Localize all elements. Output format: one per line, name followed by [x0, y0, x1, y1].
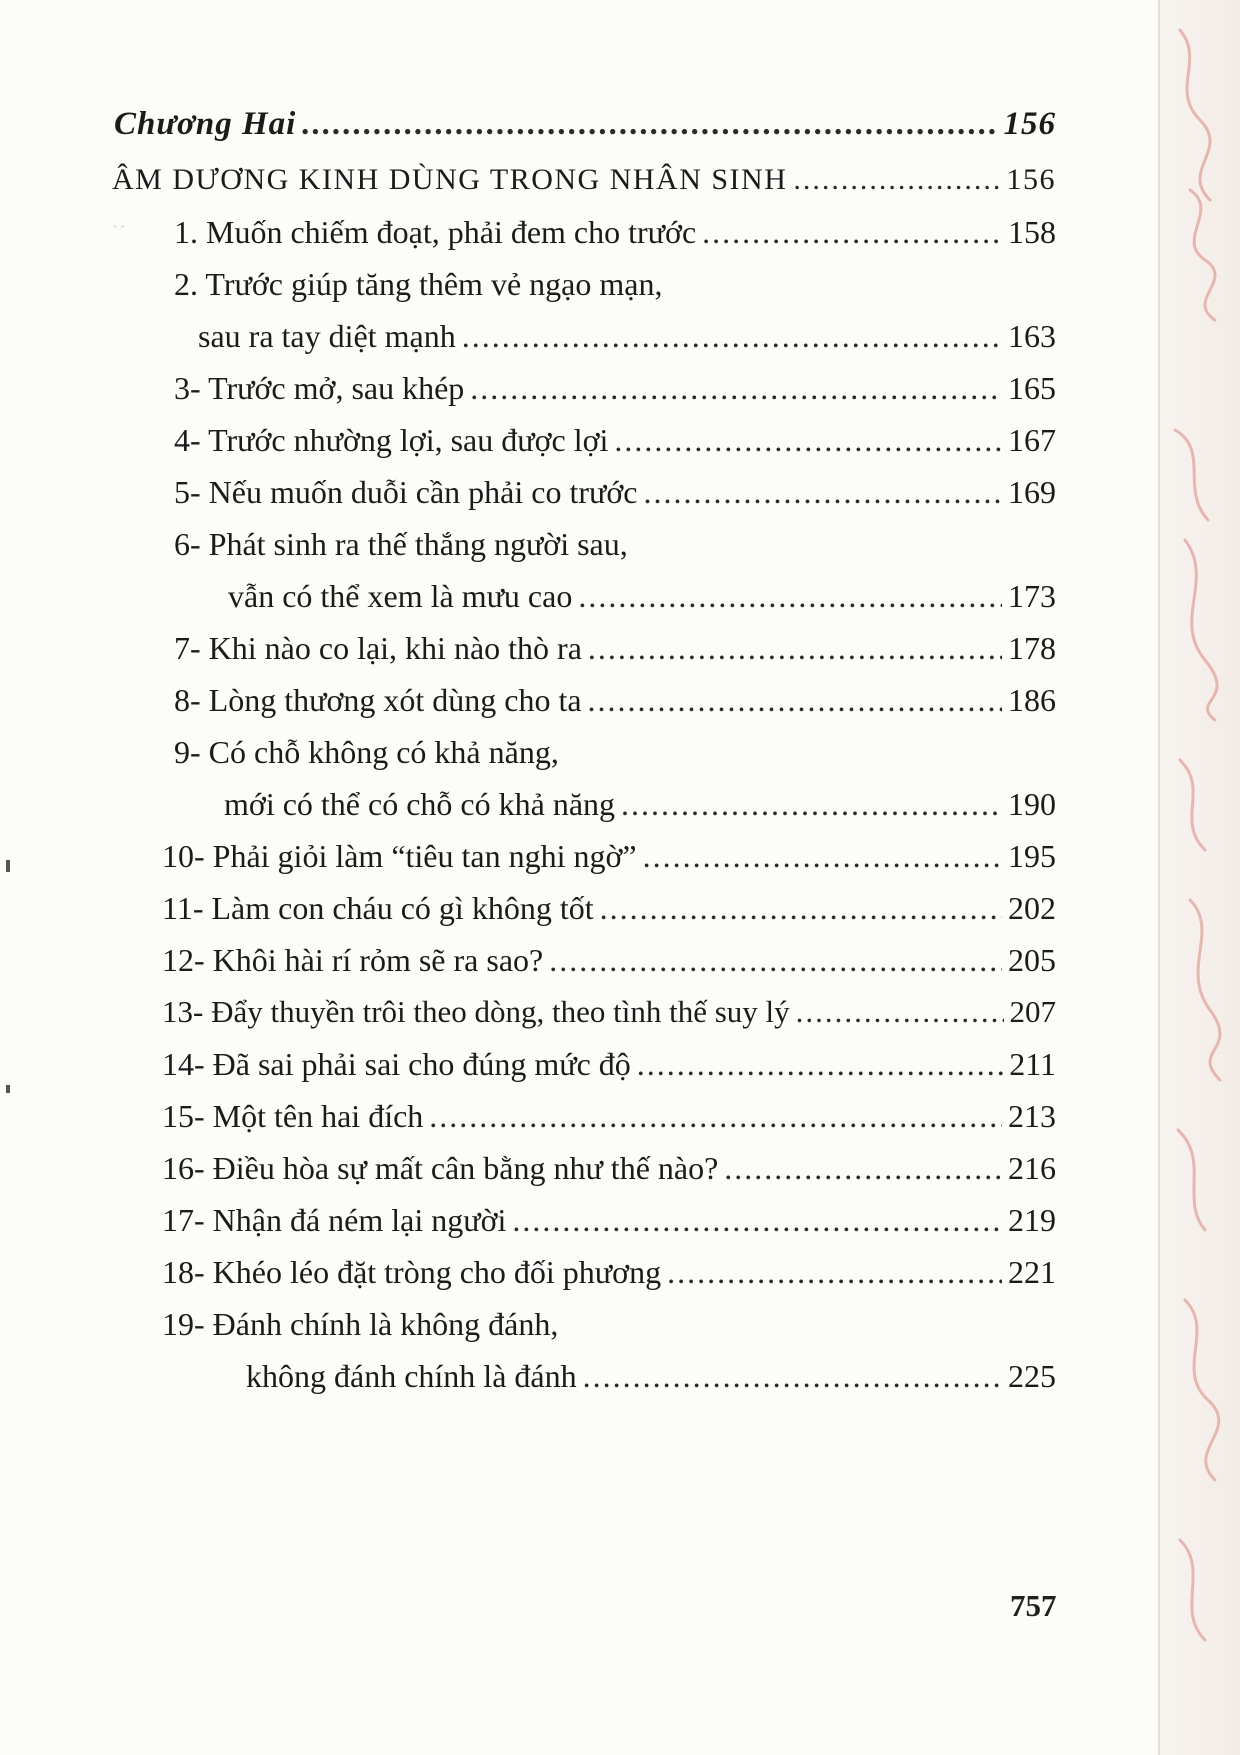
scan-artifact — [6, 860, 10, 872]
entry-title: 4- Trước nhường lợi, sau được lợi — [174, 422, 609, 458]
entry-page-number: 173 — [1008, 578, 1056, 614]
leader-dots — [621, 784, 1002, 824]
leader-dots — [614, 420, 1002, 460]
folio-page-number: 757 — [1010, 1588, 1057, 1623]
leader-dots — [429, 1096, 1002, 1136]
toc-entry — [162, 1148, 1056, 1188]
section-title: ÂM DƯƠNG KINH DÙNG TRONG NHÂN SINH — [112, 163, 788, 196]
toc-entry — [174, 212, 1056, 252]
leader-dots — [600, 888, 1002, 928]
leader-dots — [702, 212, 1002, 252]
entry-title: 10- Phải giỏi làm “tiêu tan nghi ngờ” — [162, 838, 637, 874]
entry-title: 9- Có chỗ không có khả năng, — [174, 734, 559, 770]
leader-dots — [667, 1252, 1002, 1292]
leader-dots — [578, 576, 1002, 616]
entry-page-number: 213 — [1008, 1098, 1056, 1134]
toc-entry — [224, 784, 1056, 824]
leader-dots — [724, 1148, 1002, 1188]
entry-title: 11- Làm con cháu có gì không tốt — [162, 890, 594, 926]
entry-title: 12- Khôi hài rí rỏm sẽ ra sao? — [162, 942, 544, 978]
entry-title: 7- Khi nào co lại, khi nào thò ra — [174, 630, 582, 666]
toc-entry — [162, 1200, 1056, 1240]
leader-dots — [796, 992, 1004, 1032]
leader-dots — [549, 940, 1002, 980]
toc-entry — [162, 1044, 1056, 1084]
leader-dots — [793, 160, 1000, 200]
leader-dots — [588, 628, 1002, 668]
toc-entry — [228, 576, 1056, 616]
leader-dots — [643, 472, 1002, 512]
entry-title: 17- Nhận đá ném lại người — [162, 1202, 507, 1238]
chapter-page-number: 156 — [1003, 106, 1056, 142]
leader-dots — [462, 316, 1002, 356]
entry-page-number: 195 — [1008, 838, 1056, 874]
leader-dots — [512, 1200, 1002, 1240]
leader-dots — [302, 104, 997, 144]
toc-entry — [174, 680, 1056, 720]
scan-artifact — [6, 1085, 10, 1093]
entry-page-number: 165 — [1008, 370, 1056, 406]
entry-title: 19- Đánh chính là không đánh, — [162, 1306, 559, 1342]
entry-page-number: 178 — [1008, 630, 1056, 666]
section-page-number: 156 — [1006, 163, 1056, 196]
entry-title: 2. Trước giúp tăng thêm vẻ ngạo mạn, — [174, 266, 663, 302]
entry-page-number: 219 — [1008, 1202, 1056, 1238]
entry-title: 18- Khéo léo đặt tròng cho đối phương — [162, 1254, 662, 1290]
entry-title-continued: sau ra tay diệt mạnh — [198, 318, 456, 354]
entry-title-continued: không đánh chính là đánh — [246, 1358, 577, 1394]
page-margin-scribbles — [1160, 0, 1240, 1755]
entry-title: 16- Điều hòa sự mất cân bằng như thế nào? — [162, 1150, 719, 1186]
bleed-through-mark: ∙∙ — [112, 212, 127, 241]
toc-entry — [174, 472, 1056, 512]
entry-title: 14- Đã sai phải sai cho đúng mức độ — [162, 1046, 631, 1082]
entry-title: 5- Nếu muốn duỗi cần phải co trước — [174, 474, 638, 510]
toc-entry — [198, 316, 1056, 356]
toc-entry — [162, 1252, 1056, 1292]
entry-page-number: 216 — [1008, 1150, 1056, 1186]
entry-page-number: 205 — [1008, 942, 1056, 978]
toc-entry — [174, 420, 1056, 460]
toc-entry — [174, 368, 1056, 408]
toc-section-row — [112, 160, 1056, 200]
entry-title-continued: mới có thể có chỗ có khả năng — [224, 786, 616, 822]
leader-dots — [637, 1044, 1003, 1084]
entry-page-number: 167 — [1008, 422, 1056, 458]
entry-title-continued: vẫn có thể xem là mưu cao — [228, 578, 573, 614]
entry-page-number: 207 — [1009, 994, 1056, 1029]
toc-entry — [162, 1096, 1056, 1136]
red-ink-marks — [1160, 0, 1240, 1755]
entry-page-number: 202 — [1008, 890, 1056, 926]
entry-page-number: 225 — [1008, 1358, 1056, 1394]
toc-entry — [162, 836, 1056, 876]
entry-title: 13- Đẩy thuyền trôi theo dòng, theo tình thế suy lý — [162, 994, 790, 1029]
entry-page-number: 190 — [1008, 786, 1056, 822]
entry-page-number: 211 — [1009, 1046, 1056, 1082]
leader-dots — [588, 680, 1002, 720]
toc-entry — [162, 940, 1056, 980]
toc-entry — [162, 992, 1056, 1032]
leader-dots — [470, 368, 1002, 408]
entry-title: 1. Muốn chiếm đoạt, phải đem cho trước — [174, 214, 697, 250]
toc-entry — [174, 628, 1056, 668]
entry-page-number: 158 — [1008, 214, 1056, 250]
leader-dots — [643, 836, 1002, 876]
toc-entry — [246, 1356, 1056, 1396]
chapter-title: Chương Hai — [114, 106, 297, 142]
entry-page-number: 186 — [1008, 682, 1056, 718]
toc-entry — [162, 888, 1056, 928]
toc-chapter-row — [114, 104, 1056, 144]
leader-dots — [583, 1356, 1002, 1396]
entry-page-number: 163 — [1008, 318, 1056, 354]
entry-title: 6- Phát sinh ra thế thắng người sau, — [174, 526, 628, 562]
entry-page-number: 221 — [1008, 1254, 1056, 1290]
entry-page-number: 169 — [1008, 474, 1056, 510]
entry-title: 15- Một tên hai đích — [162, 1098, 424, 1134]
entry-title: 3- Trước mở, sau khép — [174, 370, 465, 406]
page-edge — [1158, 0, 1160, 1755]
entry-title: 8- Lòng thương xót dùng cho ta — [174, 682, 582, 718]
